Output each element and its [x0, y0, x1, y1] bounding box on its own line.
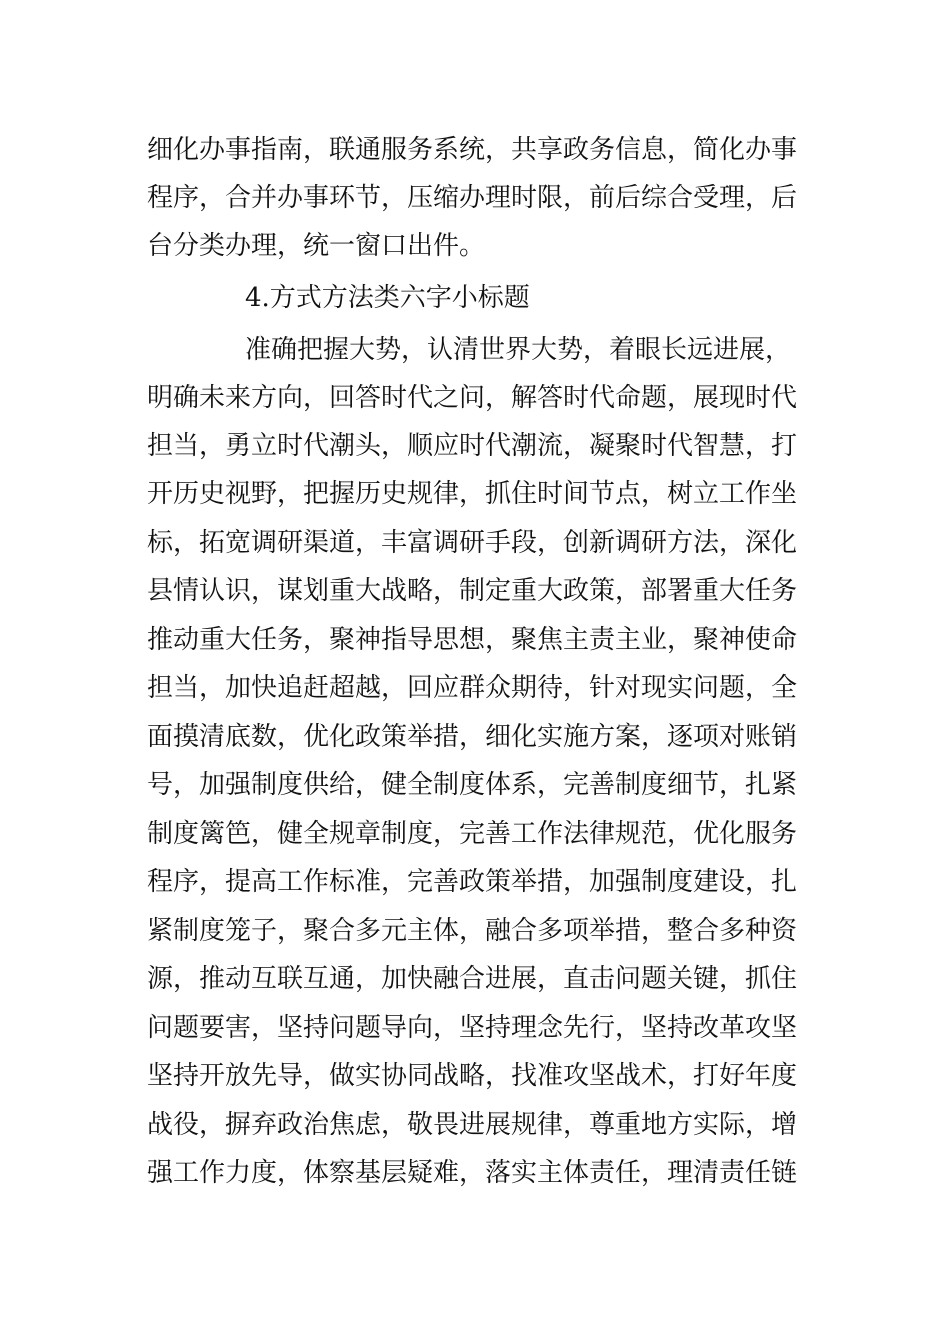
text-line: 细化办事指南，联通服务系统，共享政务信息，简化办事 [147, 135, 798, 165]
text-line: 开历史视野，把握历史规律，抓住时间节点，树立工作坐 [147, 479, 798, 509]
paragraph-first-line: 准确把握大势，认清世界大势，着眼长远进展， [245, 335, 792, 365]
text-line: 紧制度笼子，聚合多元主体，融合多项举措，整合多种资 [147, 916, 798, 946]
text-line: 问题要害，坚持问题导向，坚持理念先行，坚持改革攻坚 [147, 1013, 798, 1043]
section-heading: 4.方式方法类六字小标题 [245, 283, 530, 313]
text-line: 程序，提高工作标准，完善政策举措，加强制度建设，扎 [147, 867, 798, 897]
text-line: 程序，合并办事环节，压缩办理时限，前后综合受理，后 [147, 183, 798, 213]
text-line: 担当，勇立时代潮头，顺应时代潮流，凝聚时代智慧，打 [147, 431, 798, 461]
text-line: 坚持开放先导，做实协同战略，找准攻坚战术，打好年度 [147, 1061, 798, 1091]
text-line: 强工作力度，体察基层疑难，落实主体责任，理清责任链 [147, 1158, 798, 1188]
text-line: 县情认识，谋划重大战略，制定重大政策，部署重大任务 [147, 576, 798, 606]
text-line: 担当，加快追赶超越，回应群众期待，针对现实问题，全 [147, 673, 798, 703]
text-line: 台分类办理，统一窗口出件。 [147, 231, 486, 261]
text-line: 号，加强制度供给，健全制度体系，完善制度细节，扎紧 [147, 770, 798, 800]
text-line: 战役，摒弃政治焦虑，敬畏进展规律，尊重地方实际，增 [147, 1110, 798, 1140]
text-line: 明确未来方向，回答时代之问，解答时代命题，展现时代 [147, 383, 798, 413]
text-line: 源，推动互联互通，加快融合进展，直击问题关键，抓住 [147, 964, 798, 994]
text-line: 标，拓宽调研渠道，丰富调研手段，创新调研方法，深化 [147, 528, 798, 558]
text-line: 制度篱笆，健全规章制度，完善工作法律规范，优化服务 [147, 819, 798, 849]
text-line: 推动重大任务，聚神指导思想，聚焦主责主业，聚神使命 [147, 625, 798, 655]
text-line: 面摸清底数，优化政策举措，细化实施方案，逐项对账销 [147, 722, 798, 752]
